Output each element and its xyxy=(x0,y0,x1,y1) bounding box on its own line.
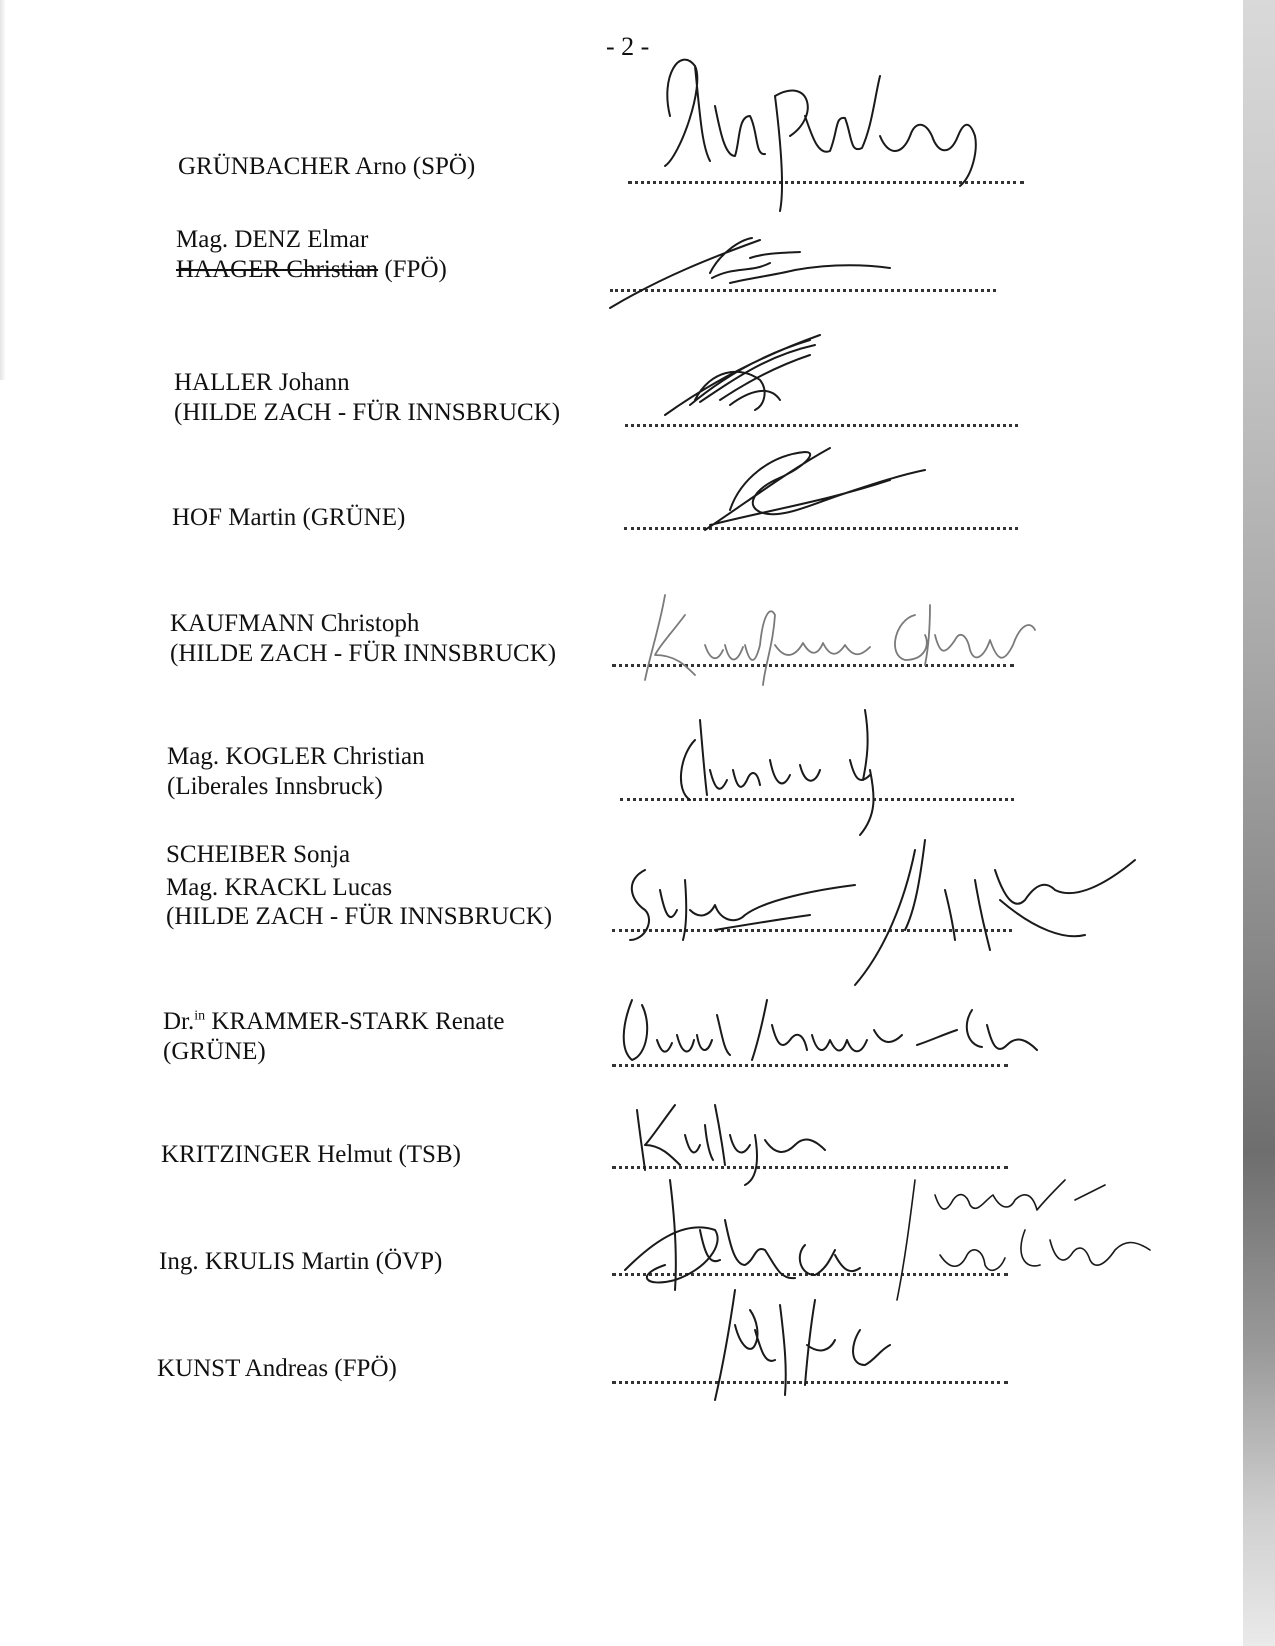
signatory-entry xyxy=(174,368,560,428)
signatory-entry xyxy=(163,1007,505,1067)
party-label: (GRÜNE) xyxy=(163,1038,266,1065)
struck-name: HAAGER Christian xyxy=(176,256,379,283)
signature-kaufmann xyxy=(625,585,1045,695)
signatory-name: KUNST Andreas (FPÖ) xyxy=(157,1355,397,1382)
signatory-name: HALLER Johann xyxy=(174,369,350,396)
signature-kunst xyxy=(695,1285,905,1405)
signatory-name: Mag. KRACKL Lucas xyxy=(166,874,393,901)
signatory-name: KRITZINGER Helmut (TSB) xyxy=(161,1141,461,1168)
signatory-name: GRÜNBACHER Arno (SPÖ) xyxy=(178,153,476,180)
title-prefix: Dr. xyxy=(163,1008,195,1035)
signatory-name: Mag. DENZ Elmar xyxy=(176,226,369,253)
title-superscript: in xyxy=(194,1008,206,1024)
signatory-entry xyxy=(172,503,405,533)
signature-kogler xyxy=(665,700,895,840)
signature-haller xyxy=(660,330,830,430)
signature-kritzinger xyxy=(625,1085,875,1175)
signatory-name: Ing. KRULIS Martin (ÖVP) xyxy=(159,1248,443,1275)
signatory-entry xyxy=(157,1354,397,1384)
signature-denz xyxy=(600,228,900,318)
signatory-name: KRAMMER-STARK Renate xyxy=(205,1008,505,1035)
signatory-name: Mag. KOGLER Christian xyxy=(167,743,425,770)
party-label: (HILDE ZACH - FÜR INNSBRUCK) xyxy=(170,640,557,667)
signatory-name: HOF Martin (GRÜNE) xyxy=(172,504,406,531)
page-number: - 2 - xyxy=(606,32,650,61)
signature-krammer-stark xyxy=(612,985,1042,1075)
signature-scheiber-krackl xyxy=(615,830,1155,1000)
signatory-entry xyxy=(161,1140,461,1170)
party-label: (HILDE ZACH - FÜR INNSBRUCK) xyxy=(166,903,553,930)
party-label: (Liberales Innsbruck) xyxy=(167,773,383,800)
signature-gruenbacher xyxy=(640,36,1000,216)
scan-edge-right xyxy=(1243,0,1275,1646)
signatory-entry xyxy=(167,742,425,802)
scan-edge-left xyxy=(0,0,6,380)
signature-hof xyxy=(690,440,930,540)
signatory-name: SCHEIBER Sonja xyxy=(166,841,351,868)
party-label: (FPÖ) xyxy=(378,256,447,283)
party-label: (HILDE ZACH - FÜR INNSBRUCK) xyxy=(174,399,561,426)
signatory-name: KAUFMANN Christoph xyxy=(170,610,420,637)
signatory-entry xyxy=(176,225,447,285)
signatory-entry xyxy=(170,609,556,669)
signatory-entry xyxy=(178,152,475,182)
signatory-entry xyxy=(166,838,552,933)
signatory-entry xyxy=(159,1247,442,1277)
